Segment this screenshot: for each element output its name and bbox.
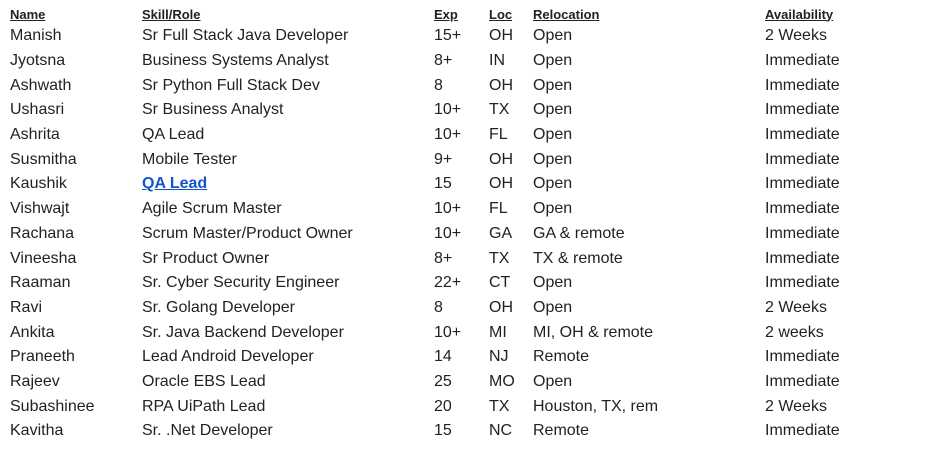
cell-loc: OH — [489, 76, 513, 94]
cell-exp: 15 — [434, 422, 452, 440]
table-row — [10, 320, 885, 345]
cell-name: Vineesha — [10, 249, 77, 267]
cell-exp: 14 — [434, 348, 452, 366]
cell-skill-role: Mobile Tester — [142, 150, 237, 168]
cell-exp: 22+ — [434, 274, 462, 292]
cell-loc: GA — [489, 224, 513, 242]
cell-exp: 8 — [434, 298, 443, 316]
cell-name: Manish — [10, 27, 62, 45]
cell-loc: IN — [489, 52, 505, 70]
cell-exp: 8+ — [434, 249, 453, 267]
header-row — [10, 4, 885, 24]
cell-skill-role: QA Lead — [142, 126, 205, 144]
cell-exp: 9+ — [434, 150, 453, 168]
cell-loc: TX — [489, 397, 510, 415]
cell-skill-role: Business Systems Analyst — [142, 52, 329, 70]
cell-relocation: TX & remote — [533, 249, 623, 267]
cell-availability: 2 weeks — [765, 323, 824, 341]
cell-name: Ravi — [10, 298, 43, 316]
cell-availability: Immediate — [765, 150, 840, 168]
table-row — [10, 370, 885, 395]
cell-skill-role — [142, 172, 434, 197]
cell-name: Ashrita — [10, 126, 60, 144]
table-row — [10, 73, 885, 98]
cell-skill-role: Sr. Cyber Security Engineer — [142, 274, 340, 292]
cell-name: Subashinee — [10, 397, 95, 415]
cell-exp: 10+ — [434, 323, 462, 341]
cell-availability: Immediate — [765, 372, 840, 390]
cell-skill-role: Sr Business Analyst — [142, 101, 284, 119]
cell-loc: FL — [489, 126, 508, 144]
cell-skill-role: RPA UiPath Lead — [142, 397, 266, 415]
header-skill-role: Skill/Role — [142, 6, 201, 22]
table-row — [10, 98, 885, 123]
cell-relocation: Open — [533, 150, 573, 168]
cell-loc: OH — [489, 298, 513, 316]
cell-loc: NJ — [489, 348, 509, 366]
header-relocation: Relocation — [533, 6, 600, 22]
cell-skill-role: Sr. .Net Developer — [142, 422, 273, 440]
cell-loc: OH — [489, 27, 513, 45]
table-row — [10, 172, 885, 197]
table-row — [10, 24, 885, 49]
table-row — [10, 419, 885, 444]
cell-availability: Immediate — [765, 224, 840, 242]
cell-skill-role: Sr Product Owner — [142, 249, 270, 267]
cell-availability: Immediate — [765, 249, 840, 267]
cell-name: Rachana — [10, 224, 75, 242]
cell-name: Praneeth — [10, 348, 75, 366]
cell-availability: Immediate — [765, 76, 840, 94]
cell-exp: 10+ — [434, 224, 462, 242]
cell-loc: CT — [489, 274, 511, 292]
cell-relocation: GA & remote — [533, 224, 625, 242]
cell-loc: OH — [489, 150, 513, 168]
cell-relocation: Open — [533, 372, 573, 390]
header-availability: Availability — [765, 6, 834, 22]
table-row — [10, 147, 885, 172]
cell-relocation: Remote — [533, 348, 590, 366]
cell-availability: Immediate — [765, 126, 840, 144]
cell-relocation: Open — [533, 101, 573, 119]
cell-name: Kaushik — [10, 175, 67, 193]
cell-skill-role: Sr Python Full Stack Dev — [142, 76, 320, 94]
table-row — [10, 394, 885, 419]
cell-relocation: Remote — [533, 422, 590, 440]
cell-name: Susmitha — [10, 150, 77, 168]
cell-availability: Immediate — [765, 422, 840, 440]
candidate-table — [10, 4, 885, 444]
cell-name: Rajeev — [10, 372, 60, 390]
cell-relocation: Open — [533, 126, 573, 144]
cell-name: Vishwajt — [10, 200, 70, 218]
cell-exp: 25 — [434, 372, 452, 390]
cell-skill-role: Sr. Golang Developer — [142, 298, 295, 316]
header-exp: Exp — [434, 6, 458, 22]
header-loc: Loc — [489, 6, 513, 22]
cell-name: Ushasri — [10, 101, 65, 119]
table-body — [10, 24, 885, 444]
cell-loc: OH — [489, 175, 513, 193]
header-name: Name — [10, 6, 46, 22]
cell-name: Kavitha — [10, 422, 64, 440]
cell-exp: 15+ — [434, 27, 462, 45]
cell-availability: Immediate — [765, 101, 840, 119]
cell-skill-role: Scrum Master/Product Owner — [142, 224, 353, 242]
cell-exp: 15 — [434, 175, 452, 193]
table-row — [10, 246, 885, 271]
cell-relocation: Houston, TX, rem — [533, 397, 659, 415]
cell-exp: 8+ — [434, 52, 453, 70]
cell-name: Raaman — [10, 274, 71, 292]
cell-exp: 8 — [434, 76, 443, 94]
cell-availability: Immediate — [765, 348, 840, 366]
table-row — [10, 222, 885, 247]
cell-name: Jyotsna — [10, 52, 66, 70]
cell-availability: Immediate — [765, 274, 840, 292]
cell-exp: 10+ — [434, 101, 462, 119]
cell-loc: MO — [489, 372, 515, 390]
cell-skill-role: Sr. Java Backend Developer — [142, 323, 344, 341]
skill-role-link[interactable]: QA Lead — [142, 175, 208, 193]
cell-relocation: Open — [533, 274, 573, 292]
cell-exp: 10+ — [434, 200, 462, 218]
cell-name: Ankita — [10, 323, 55, 341]
cell-relocation: Open — [533, 27, 573, 45]
cell-loc: TX — [489, 101, 510, 119]
table-row — [10, 296, 885, 321]
cell-availability: Immediate — [765, 52, 840, 70]
table-row — [10, 49, 885, 74]
cell-availability: Immediate — [765, 200, 840, 218]
table-row — [10, 197, 885, 222]
cell-name: Ashwath — [10, 76, 72, 94]
cell-skill-role: Lead Android Developer — [142, 348, 314, 366]
cell-loc: TX — [489, 249, 510, 267]
cell-relocation: Open — [533, 76, 573, 94]
cell-availability: 2 Weeks — [765, 397, 827, 415]
table-row — [10, 271, 885, 296]
cell-exp: 10+ — [434, 126, 462, 144]
cell-loc: NC — [489, 422, 513, 440]
table-row — [10, 345, 885, 370]
cell-relocation: Open — [533, 175, 573, 193]
cell-availability: 2 Weeks — [765, 298, 827, 316]
cell-availability: 2 Weeks — [765, 27, 827, 45]
cell-loc: MI — [489, 323, 507, 341]
table-row — [10, 123, 885, 148]
cell-skill-role: Sr Full Stack Java Developer — [142, 27, 349, 45]
cell-loc: FL — [489, 200, 508, 218]
cell-relocation: Open — [533, 200, 573, 218]
cell-relocation: Open — [533, 52, 573, 70]
cell-skill-role: Agile Scrum Master — [142, 200, 282, 218]
cell-relocation: Open — [533, 298, 573, 316]
cell-exp: 20 — [434, 397, 452, 415]
cell-availability: Immediate — [765, 175, 840, 193]
cell-relocation: MI, OH & remote — [533, 323, 654, 341]
cell-skill-role: Oracle EBS Lead — [142, 372, 266, 390]
